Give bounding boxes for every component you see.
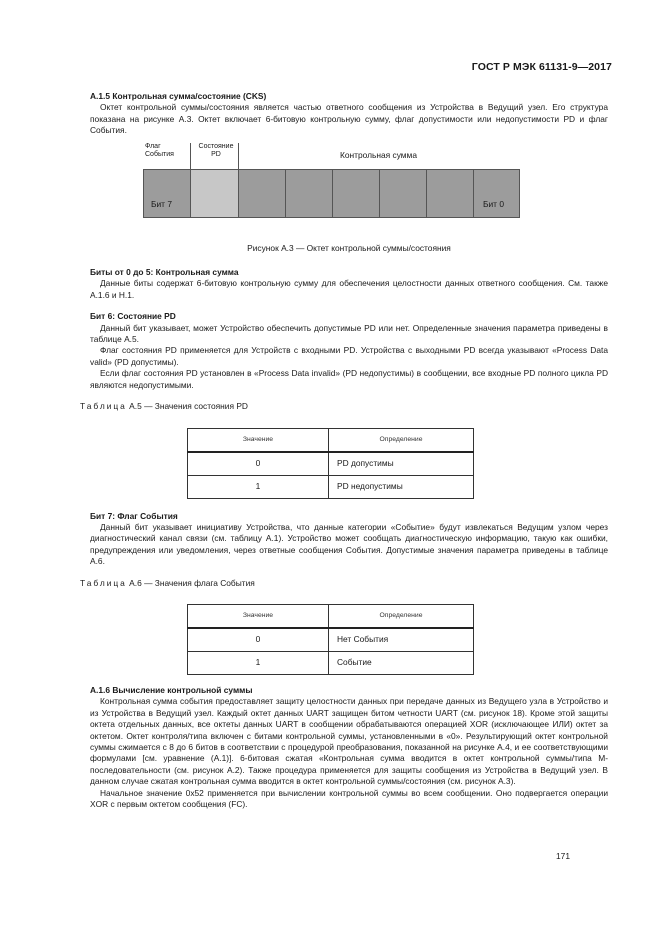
section-title-a16: А.1.6 Вычисление контрольной суммы bbox=[90, 684, 253, 695]
table-a5-title-text: А.5 — Значения состояния PD bbox=[129, 401, 248, 412]
figure-bit7-label: Бит 7 bbox=[151, 198, 172, 209]
table-a5-label: Таблица bbox=[80, 401, 127, 412]
figure-bit-4-cell bbox=[285, 169, 333, 218]
table-a5 bbox=[187, 428, 474, 499]
table-cell-value: 0 bbox=[188, 452, 329, 476]
table-a6 bbox=[187, 604, 474, 675]
paragraph-a16-1: Контрольная сумма события предоставляет защиту целостности данных при передаче данных из Ведущего узла в Устройство и из Устройства в Ведущий узел. Каждый октет данных UART защищен битом четности UART (см. рисунок 18). Кроме этой защиты октета отдельных данных, все октеты данных UART в сообщении обрабатываются операцией XOR (исключающее ИЛИ) октет за октетом. Октет контроля/типа включен с битами контрольной суммы, установленными в «0». Результирующий октет контрольной суммы сжимается с 8 до 6 битов в соответствии с процедурой преобразования, показанной на рисунке А.4, и ее соответствующими формулами [см. уравнение (А.1)]. 6-битовая сжатая «Контрольная сумма вводится в октет контрольной суммы/типа М-последовательности (см. рисунок А.2). Также процедура применяется для защиты сообщения из Устройства в Ведущий узел. В данном случае сжатая контрольная сумма вводится в октет контрольной суммы/состояния (см. рисунок А.3). bbox=[90, 696, 608, 787]
table-cell-value: 1 bbox=[188, 475, 329, 498]
section-title-bit-7: Бит 7: Флаг События bbox=[90, 510, 178, 521]
figure-bit-6-cell bbox=[190, 169, 239, 218]
table-a6-header-definition: Определение bbox=[329, 604, 474, 628]
figure-bit-1-cell bbox=[426, 169, 474, 218]
page-content bbox=[80, 91, 608, 810]
table-a6-title-text: А.6 — Значения флага События bbox=[129, 577, 255, 588]
table-a5-header-value: Значение bbox=[188, 428, 329, 452]
figure-bit-0-cell bbox=[473, 169, 520, 218]
table-cell-definition: Событие bbox=[329, 651, 474, 674]
figure-label-pd-state: Состояние PD bbox=[198, 142, 234, 158]
table-cell-value: 0 bbox=[188, 628, 329, 652]
table-cell-definition: PD недопустимы bbox=[329, 475, 474, 498]
table-cell-value: 1 bbox=[188, 651, 329, 674]
paragraph-bit-6-1: Данный бит указывает, может Устройство обеспечить допустимые PD или нет. Определенные значения параметра приведены в таблице А.5. bbox=[90, 322, 608, 345]
figure-bit-2-cell bbox=[379, 169, 427, 218]
table-a6-label: Таблица bbox=[80, 577, 127, 588]
table-row bbox=[188, 475, 474, 498]
figure-caption: Рисунок А.3 — Октет контрольной суммы/состояния bbox=[247, 242, 451, 253]
table-row bbox=[188, 651, 474, 674]
table-a6-header-value: Значение bbox=[188, 604, 329, 628]
figure-bit-3-cell bbox=[332, 169, 380, 218]
figure-bit-7-cell bbox=[143, 169, 191, 218]
figure-divider bbox=[238, 143, 239, 169]
table-row bbox=[188, 452, 474, 476]
paragraph-bit-6-2: Флаг состояния PD применяется для Устройств с входными PD. Устройства с выходными PD всегда указывают «Process Data valid» (PD допустимы). bbox=[90, 345, 608, 367]
figure-bit-5-cell bbox=[238, 169, 286, 218]
document-header: ГОСТ Р МЭК 61131-9—2017 bbox=[471, 61, 612, 73]
paragraph-bit-6-3: Если флаг состояния PD установлен в «Process Data invalid» (PD недопустимы) в сообщении, все входные PD полного цикла PD являются недопустимыми. bbox=[90, 368, 608, 390]
paragraph-a16-2: Начальное значение 0x52 применяется при вычислении контрольной суммы во всем сообщении. Оно подвергается операции XOR с первым октетом сообщения (FC). bbox=[90, 787, 608, 809]
table-cell-definition: Нет События bbox=[329, 628, 474, 652]
figure-bit0-label: Бит 0 bbox=[483, 198, 504, 209]
table-cell-definition: PD допустимы bbox=[329, 452, 474, 476]
paragraph-a15: Октет контрольной суммы/состояния является частью ответного сообщения из Устройства в Ведущий узел. Его структура показана на рисунке А.3. Октет включает 6-битовую контрольную сумму, флаг допустимости или недопустимости PD и флаг События. bbox=[90, 102, 608, 136]
figure-divider bbox=[190, 143, 191, 169]
table-a5-title bbox=[80, 401, 608, 412]
figure-label-event-flag: Флаг События bbox=[145, 142, 174, 158]
page-number: 171 bbox=[556, 851, 570, 861]
section-title-bits-0-5: Биты от 0 до 5: Контрольная сумма bbox=[90, 267, 239, 278]
paragraph-bits-0-5: Данные биты содержат 6-битовую контрольную сумму для обеспечения целостности данных ответного сообщения. См. также А.1.6 и Н.1. bbox=[90, 278, 608, 300]
paragraph-bit-7: Данный бит указывает инициативу Устройства, что данные категории «Событие» будут извлекаться Ведущим узлом через диагностический канал связи (см. таблицу А.1). Устройство может сообщать диагностическую информацию, такую как ошибки, предупреждения или уведомления, через ответные сообщения События. Допустимые значения параметра приведены в таблице А.6. bbox=[90, 521, 608, 567]
section-title-a15: А.1.5 Контрольная сумма/состояние (CKS) bbox=[90, 91, 267, 101]
table-a6-title bbox=[80, 578, 608, 589]
table-row bbox=[188, 628, 474, 652]
section-title-bit-6: Бит 6: Состояние PD bbox=[90, 311, 176, 322]
figure-cks-octet bbox=[143, 143, 608, 237]
table-a5-header-definition: Определение bbox=[329, 428, 474, 452]
figure-label-checksum: Контрольная сумма bbox=[340, 149, 417, 160]
